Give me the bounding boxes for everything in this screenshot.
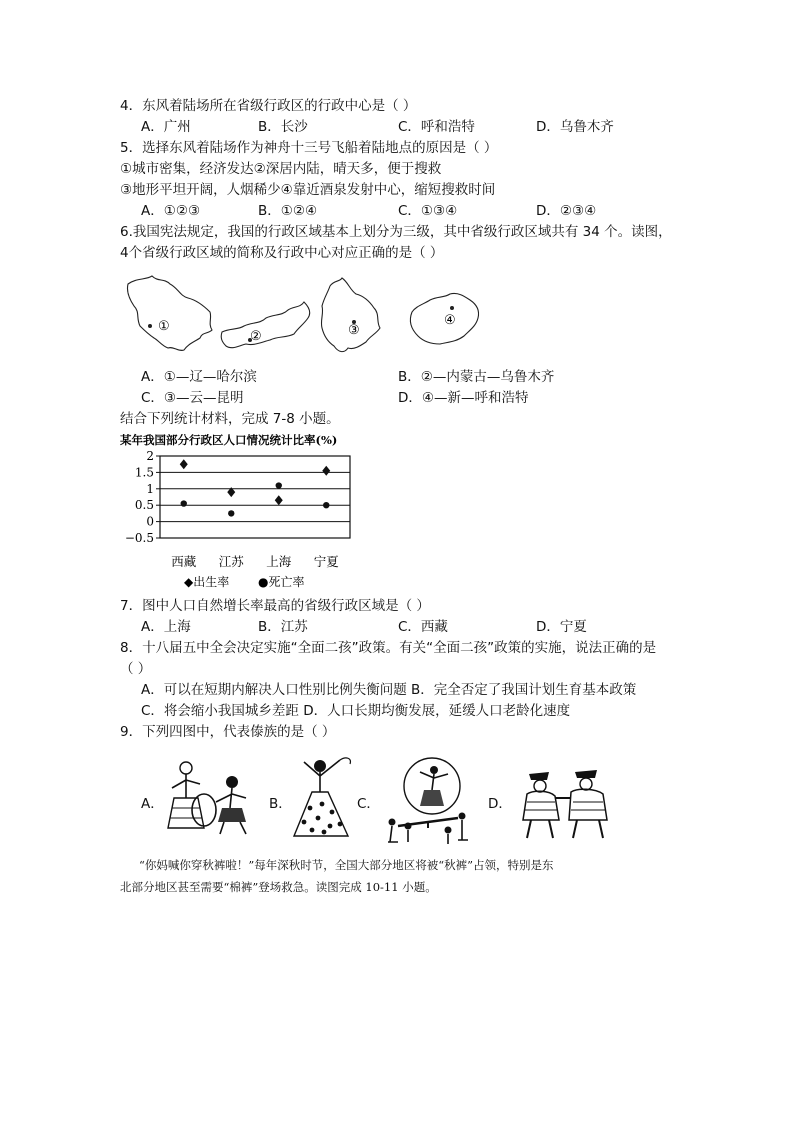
province-map-2	[221, 302, 309, 348]
question-8-stem-line2: （ ）	[120, 661, 152, 677]
death-rate-point	[323, 502, 329, 508]
q4-option-b: B．长沙	[258, 119, 308, 135]
question-9-stem: 9．下列四图中，代表傣族的是（ ）	[120, 724, 336, 740]
province-map-3	[321, 278, 380, 352]
question-7-stem: 7．图中人口自然增长率最高的省级行政区域是（ ）	[120, 598, 430, 614]
q6-option-b: B．②—内蒙古—乌鲁木齐	[398, 369, 555, 385]
chart-title: 某年我国部分行政区人口情况统计比率(%)	[120, 433, 338, 447]
q6-option-c: C．③—云—昆明	[141, 390, 244, 406]
q7-option-d: D．宁夏	[536, 619, 587, 635]
province-label-2: ②	[250, 329, 262, 344]
legend-death-rate: ●死亡率	[258, 575, 305, 589]
passage-line2: 北部分地区甚至需要“棉裤”登场救急。读图完成 10-11 小题。	[120, 880, 437, 894]
q5-option-d: D．②③④	[536, 203, 597, 219]
q9-option-d: D．	[488, 796, 512, 812]
q4-option-c: C．呼和浩特	[398, 119, 475, 135]
birth-rate-point	[322, 466, 330, 476]
province-label-4: ④	[444, 313, 456, 328]
ethnic-illustration-c	[378, 756, 478, 848]
q8-options-ab: A．可以在短期内解决人口性别比例失衡问题 B．完全否定了我国计划生育基本政策	[141, 682, 637, 698]
q7-option-c: C．西藏	[398, 619, 448, 635]
q6-option-a: A．①—辽—哈尔滨	[141, 369, 257, 385]
birth-rate-point	[275, 495, 283, 505]
q7-option-a: A．上海	[141, 619, 191, 635]
q9-option-a: A．	[141, 796, 164, 812]
ethnic-illustration-a	[160, 758, 256, 838]
province-maps	[118, 272, 498, 362]
q4-option-a: A．广州	[141, 119, 191, 135]
q5-statement-2: ③地形平坦开阔，人烟稀少④靠近酒泉发射中心，缩短搜救时间	[120, 182, 496, 198]
death-rate-point	[276, 482, 282, 488]
q5-option-c: C．①③④	[398, 203, 458, 219]
question-6-stem-line1: 6.我国宪法规定，我国的行政区域基本上划分为三级，其中省级行政区域共有 34 个。读图，	[120, 224, 672, 240]
x-tick-label: 江苏	[218, 554, 244, 569]
q4-option-d: D．乌鲁木齐	[536, 119, 614, 135]
q6-option-d: D．④—新—呼和浩特	[398, 390, 529, 406]
intro-7-8: 结合下列统计材料，完成 7-8 小题。	[120, 411, 340, 427]
y-tick-label: 1.5	[134, 465, 154, 480]
q8-options-cd: C．将会缩小我国城乡差距 D．人口长期均衡发展，延缓人口老龄化速度	[141, 703, 571, 719]
x-tick-label: 上海	[266, 554, 292, 569]
q5-option-b: B．①②④	[258, 203, 318, 219]
x-tick-label: 宁夏	[313, 554, 339, 569]
province-label-3: ③	[348, 323, 360, 338]
birth-rate-point	[180, 459, 188, 469]
question-5-stem: 5．选择东风着陆场作为神舟十三号飞船着陆地点的原因是（ ）	[120, 140, 498, 156]
q7-option-b: B．江苏	[258, 619, 308, 635]
q9-option-b: B．	[269, 796, 292, 812]
y-tick-label: 0.5	[134, 498, 154, 513]
death-rate-point	[228, 510, 234, 516]
x-tick-label: 西藏	[171, 554, 197, 569]
q5-option-a: A．①②③	[141, 203, 201, 219]
q9-option-c: C．	[357, 796, 380, 812]
passage-line1: “你妈喊你穿秋裤啦！”每年深秋时节，全国大部分地区将被“秋裤”占领，特别是东	[139, 858, 554, 872]
question-8-stem-line1: 8．十八届五中全会决定实施“全面二孩”政策。有关“全面二孩”政策的实施，说法正确的是	[120, 640, 657, 656]
plot-frame	[160, 456, 350, 538]
y-tick-label: 2	[146, 449, 154, 463]
y-tick-label: 0	[146, 514, 154, 529]
ethnic-illustration-d	[515, 762, 615, 842]
y-tick-label: −0.5	[124, 531, 154, 545]
legend-birth-rate: ◆出生率	[184, 575, 230, 589]
population-rate-chart	[118, 432, 368, 594]
question-4-stem: 4．东风着陆场所在省级行政区的行政中心是（ ）	[120, 98, 417, 114]
province-label-1: ①	[158, 319, 170, 334]
question-6-stem-line2: 4个省级行政区域的简称及行政中心对应正确的是（ ）	[120, 245, 444, 261]
death-rate-point	[181, 500, 187, 506]
y-tick-label: 1	[146, 481, 154, 496]
province-map-1	[127, 276, 212, 350]
ethnic-illustration-b	[286, 752, 356, 842]
q5-statement-1: ①城市密集，经济发达②深居内陆，晴天多，便于搜救	[120, 161, 442, 177]
